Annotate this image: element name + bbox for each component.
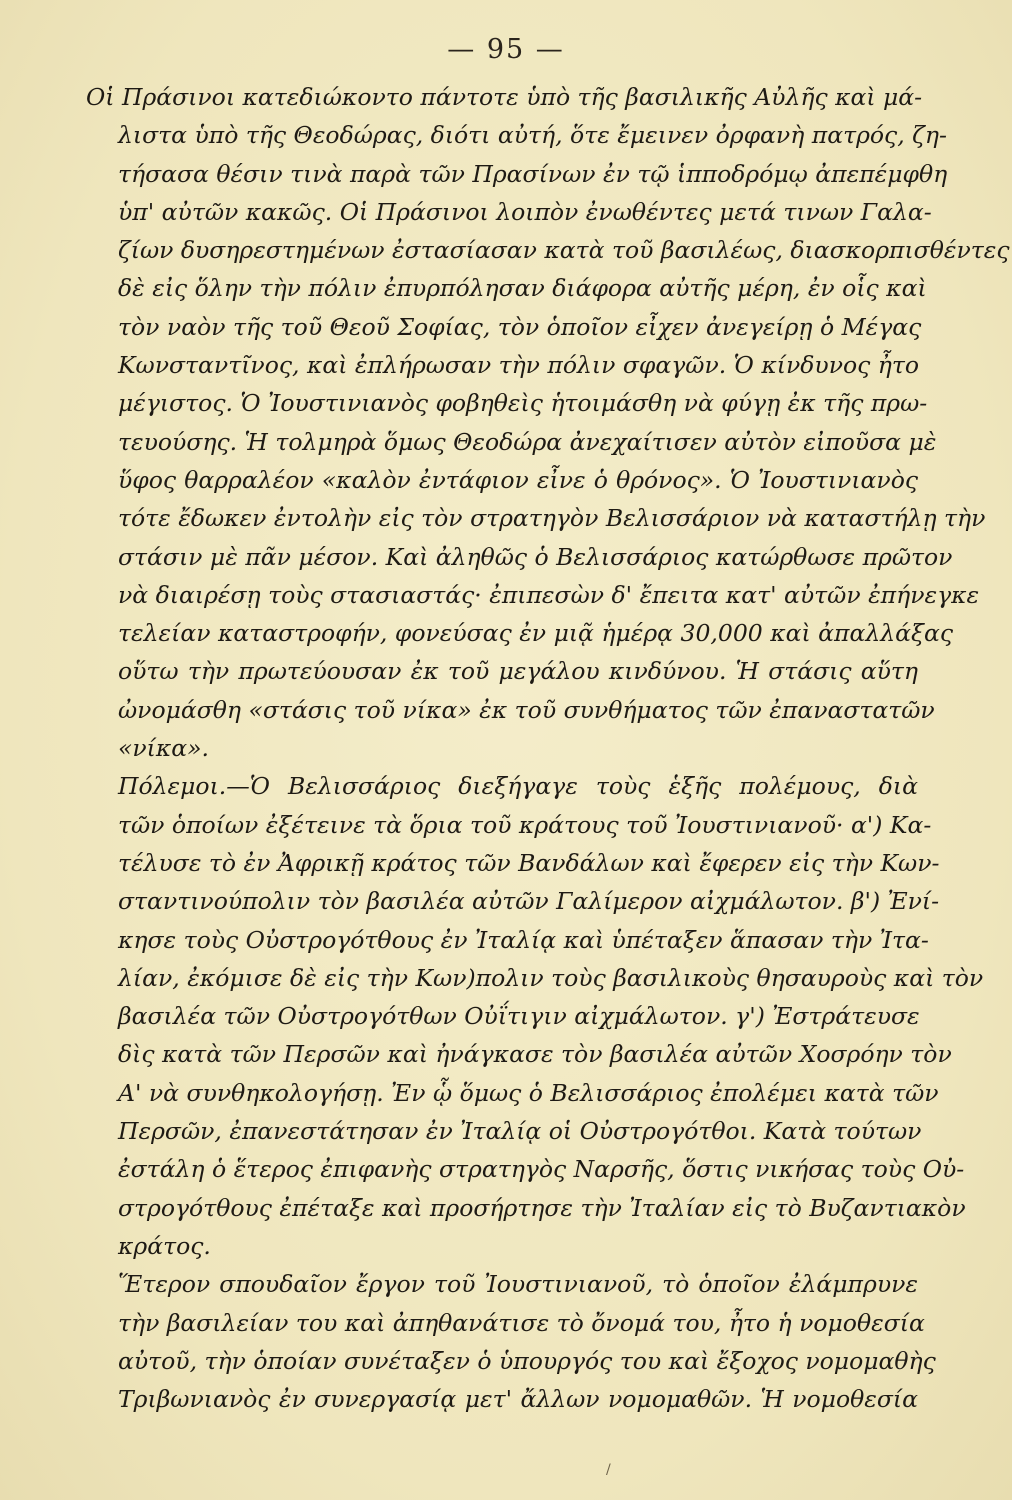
text-line: Κωνσταντῖνος, καὶ ἐπλήρωσαν τὴν πόλιν σφαγῶν. Ὁ κίνδυνος ἦτο bbox=[118, 351, 919, 380]
text-line: κράτος. bbox=[118, 1231, 211, 1260]
text-line: τῶν ὁποίων ἐξέτεινε τὰ ὅρια τοῦ κράτους τοῦ Ἰουστινιανοῦ· α') Κα- bbox=[118, 810, 932, 839]
text-line: νὰ διαιρέσῃ τοὺς στασιαστάς· ἐπιπεσὼν δ' ἔπειτα κατ' αὐτῶν ἐπήνεγκε bbox=[118, 580, 980, 609]
text-line: τότε ἔδωκεν ἐντολὴν εἰς τὸν στρατηγὸν Βελισσάριον νὰ καταστήλῃ τὴν bbox=[118, 504, 986, 533]
text-line: οὕτω τὴν πρωτεύουσαν ἐκ τοῦ μεγάλου κινδύνου. Ἡ στάσις αὕτη bbox=[118, 657, 918, 686]
text-line: σταντινούπολιν τὸν βασιλέα αὐτῶν Γαλίμερον αἰχμάλωτον. β') Ἐνί- bbox=[118, 887, 940, 916]
text-line: ὕφος θαρραλέον «καλὸν ἐντάφιον εἶνε ὁ θρόνος». Ὁ Ἰουστινιανὸς bbox=[118, 465, 918, 494]
text-line: Τριβωνιανὸς ἐν συνεργασίᾳ μετ' ἄλλων νομομαθῶν. Ἡ νομοθεσία bbox=[118, 1385, 918, 1414]
text-line: τήσασα θέσιν τινὰ παρὰ τῶν Πρασίνων ἐν τῷ ἱπποδρόμῳ ἀπεπέμφθη bbox=[118, 159, 948, 188]
text-line: βασιλέα τῶν Οὐστρογότθων Οὐΐτιγιν αἰχμάλωτον. γ') Ἐστράτευσε bbox=[118, 1002, 920, 1031]
page-number: — 95 — bbox=[447, 34, 565, 65]
text-line: λιστα ὑπὸ τῆς Θεοδώρας, διότι αὐτή, ὅτε ἔμεινεν ὀρφανὴ πατρός, ζη- bbox=[118, 121, 947, 150]
text-line: ἐστάλη ὁ ἕτερος ἐπιφανὴς στρατηγὸς Ναρσῆς, ὅστις νικήσας τοὺς Οὐ- bbox=[118, 1155, 965, 1184]
text-line: λίαν, ἐκόμισε δὲ εἰς τὴν Κων)πολιν τοὺς βασιλικοὺς θησαυροὺς καὶ τὸν bbox=[118, 963, 984, 992]
text-line: ὠνομάσθη «στάσις τοῦ νίκα» ἐκ τοῦ συνθήματος τῶν ἐπαναστατῶν bbox=[118, 695, 935, 724]
text-line: Α' νὰ συνθηκολογήσῃ. Ἐν ᾧ ὅμως ὁ Βελισσάριος ἐπολέμει κατὰ τῶν bbox=[118, 1078, 939, 1107]
text-line: τέλυσε τὸ ἐν Ἀφρικῇ κράτος τῶν Βανδάλων καὶ ἔφερεν εἰς τὴν Κων- bbox=[118, 848, 940, 877]
text-line: αὐτοῦ, τὴν ὁποίαν συνέταξεν ὁ ὑπουργός του καὶ ἔξοχος νομομαθὴς bbox=[118, 1346, 936, 1375]
text-line: ζίων δυσηρεστημένων ἐστασίασαν κατὰ τοῦ βασιλέως, διασκορπισθέντες bbox=[118, 236, 1010, 265]
text-line: Οἱ Πράσινοι κατεδιώκοντο πάντοτε ὑπὸ τῆς βασιλικῆς Αὐλῆς καὶ μά- bbox=[86, 83, 923, 111]
text-line: τὸν ναὸν τῆς τοῦ Θεοῦ Σοφίας, τὸν ὁποῖον εἶχεν ἀνεγείρῃ ὁ Μέγας bbox=[118, 312, 922, 341]
text-line: «νίκα». bbox=[118, 734, 210, 763]
text-line: δὶς κατὰ τῶν Περσῶν καὶ ἠνάγκασε τὸν βασιλέα αὐτῶν Χοσρόην τὸν bbox=[118, 1040, 952, 1069]
footer-mark: / bbox=[606, 1462, 611, 1478]
text-line: τευούσης. Ἡ τολμηρὰ ὅμως Θεοδώρα ἀνεχαίτισεν αὐτὸν εἰποῦσα μὲ bbox=[118, 427, 937, 456]
text-line: Πόλεμοι.—Ὁ Βελισσάριος διεξήγαγε τοὺς ἑξῆς πολέμους, διὰ bbox=[118, 772, 918, 801]
text-line: Περσῶν, ἐπανεστάτησαν ἐν Ἰταλίᾳ οἱ Οὐστρογότθοι. Κατὰ τούτων bbox=[118, 1117, 922, 1146]
body-text bbox=[86, 78, 1010, 1418]
text-line: στρογότθους ἐπέταξε καὶ προσήρτησε τὴν Ἰταλίαν εἰς τὸ Βυζαντιακὸν bbox=[118, 1193, 966, 1222]
text-line: κησε τοὺς Οὐστρογότθους ἐν Ἰταλίᾳ καὶ ὑπέταξεν ἅπασαν τὴν Ἰτα- bbox=[118, 925, 929, 954]
text-line: μέγιστος. Ὁ Ἰουστινιανὸς φοβηθεὶς ἡτοιμάσθη νὰ φύγῃ ἐκ τῆς πρω- bbox=[118, 389, 928, 418]
text-line: τελείαν καταστροφήν, φονεύσας ἐν μιᾷ ἡμέρᾳ 30,000 καὶ ἀπαλλάξας bbox=[118, 619, 953, 648]
text-line: στάσιν μὲ πᾶν μέσον. Καὶ ἀληθῶς ὁ Βελισσάριος κατώρθωσε πρῶτον bbox=[118, 542, 953, 571]
text-line: τὴν βασιλείαν του καὶ ἀπηθανάτισε τὸ ὄνομά του, ἦτο ἡ νομοθεσία bbox=[118, 1308, 925, 1337]
text-line: Ἕτερον σπουδαῖον ἔργον τοῦ Ἰουστινιανοῦ, τὸ ὁποῖον ἐλάμπρυνε bbox=[118, 1270, 918, 1299]
text-line: δὲ εἰς ὅλην τὴν πόλιν ἐπυρπόλησαν διάφορα αὐτῆς μέρη, ἐν οἷς καὶ bbox=[118, 274, 927, 303]
text-line: ὑπ' αὐτῶν κακῶς. Οἱ Πράσινοι λοιπὸν ἐνωθέντες μετά τινων Γαλα- bbox=[118, 197, 932, 226]
